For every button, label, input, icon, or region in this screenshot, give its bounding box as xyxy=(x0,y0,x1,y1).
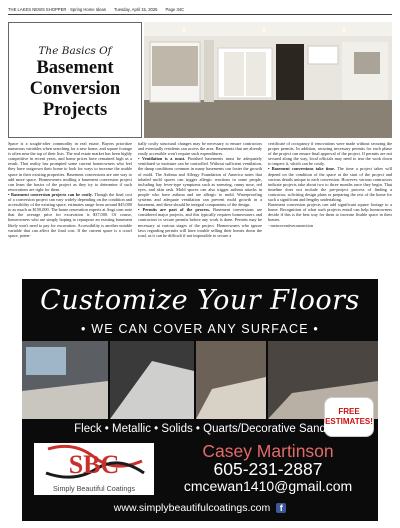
article-body xyxy=(8,141,392,277)
article-column-2 xyxy=(138,141,262,277)
article-title-box xyxy=(8,22,142,138)
contact-email[interactable]: cmcewan1410@gmail.com xyxy=(183,478,353,494)
paragraph: tially costly structural changes may be necessary to ensure contractors and eventually residents can access the area. Basements that are already easily accessible won't require such expenditures. xyxy=(138,141,262,157)
article-credit: - metrocreativeconnection xyxy=(268,222,313,228)
article-title-line-2: Conversion xyxy=(29,79,121,99)
paragraph: certificate of occupancy if renovations were made without securing the proper permits. In addition, securing necessary permits for each phase of the project can ensure final approval of the project. If permits are not secured along the way, local officials may need to tear the work down to inspect it, which can be costly. xyxy=(268,141,392,167)
paragraph: • Permits are part of the process. Basement conversions are considered major projects, and this typically requires homeowners and contractors to secure permits before any work is done. Permits may be necessary at various stages of the project. Homeowners who ignore laws regarding permits will have trouble selling their homes down the road, as it can be difficult if not impossible to secure a xyxy=(138,207,262,238)
ad-subheadline: • WE CAN COVER ANY SURFACE • xyxy=(81,322,319,336)
paragraph: • Basement conversions take time. The time a project takes will depend on the condition of the space at the start of the project and various details unique to each conversion. However, various contractors indicate projects take about two to three months once they begin. That timeline does not include the pre-project process of finding a contractor, soliciting design plans or preparing the rest of the home for such a significant and lengthy undertaking. xyxy=(268,166,392,203)
paragraph: • Ventilation is a must. Finished basements must be adequately ventilated so moisture can be controlled. Without sufficient ventilation, the damp conditions common in many basements can foster the growth of mold. The Asthma and Allergy Foundation of America notes that inhaled mold spores can trigger allergic reactions in some people, including hay fever-type symptoms such as sneezing, runny nose, red eyes, and skin rash. Mold spores can also trigger asthma attacks in people who have asthma and are allergic to mold. Waterproofing systems and adequate ventilation can prevent mold growth in a basement, and these should be integral components of the design. xyxy=(138,156,262,208)
publication-name: THE LAKES NEWS SHOPPER · Spring Home Ideas xyxy=(8,6,106,12)
article-column-1 xyxy=(8,141,132,277)
company-logo xyxy=(34,443,154,495)
article-column-3 xyxy=(268,141,392,277)
paragraph: Basement conversion projects can add significant square footage to a home. Recognition of what such projects entail can help homeowners decide if this is the best way for them to increase livable space in their homes. xyxy=(268,202,392,223)
sbc-logo-icon xyxy=(34,443,154,485)
contact-phone[interactable]: 605-231-2887 xyxy=(213,459,323,479)
logo-letters: SBC xyxy=(68,450,120,479)
page-header xyxy=(8,4,392,15)
website-link[interactable]: www.simplybeautifulcoatings.com xyxy=(113,502,271,514)
free-estimates-badge: FREE ESTIMATES! xyxy=(324,397,374,437)
ad-footer xyxy=(22,498,378,518)
logo-tagline: Simply Beautiful Coatings xyxy=(53,484,135,493)
issue-date: Tuesday, April 15, 2025 xyxy=(113,6,158,12)
paragraph: • Basement conversion projects can be costly. Though the final cost of a conversion project can vary widely depending on the condition and accessibility of the existing space, estimates range from around $45,000 to as much as $150,000. The home renovation experts at Angi.com note that the average price for excavation is $37,000. Of course, homeowners who are simply hoping to repurpose an existing basement likely won't need to pay for excavation. Accessibility is another notable variable that can affect the final cost. If the current space is a crawl space, poten- xyxy=(8,191,132,238)
contact-name: Casey Martinson xyxy=(202,441,334,461)
article-kicker: The Basics Of xyxy=(38,45,112,57)
article-title-line-3: Projects xyxy=(42,100,108,120)
paragraph: Space is a sought-after commodity in real estate. Buyers prioritize numerous variables when searching for a new home, and square footage is often near the top of their lists. The real estate market has been highly competitive in recent years, and home prices have remained high as a result. That reality has prompted some current homeowners who feel they have outgrown their home to look for ways to increase the usable space in their existing properties. Basement conversions are one way to add more space. Homeowners mulling a basement conversion project can learn the basics of the project as they try to determine if such renovations are right for them. xyxy=(8,141,132,192)
flooring-advertisement xyxy=(22,279,378,521)
ad-headline: Customize Your Floors xyxy=(40,285,360,316)
article-title-line-1: Basement xyxy=(36,58,114,78)
ad-services-list: Fleck • Metallic • Solids • Quarts/Decorative Sand xyxy=(74,423,326,435)
basement-photo xyxy=(144,22,392,138)
page-number: Page 34C xyxy=(165,6,185,12)
facebook-icon[interactable]: f xyxy=(276,503,286,513)
